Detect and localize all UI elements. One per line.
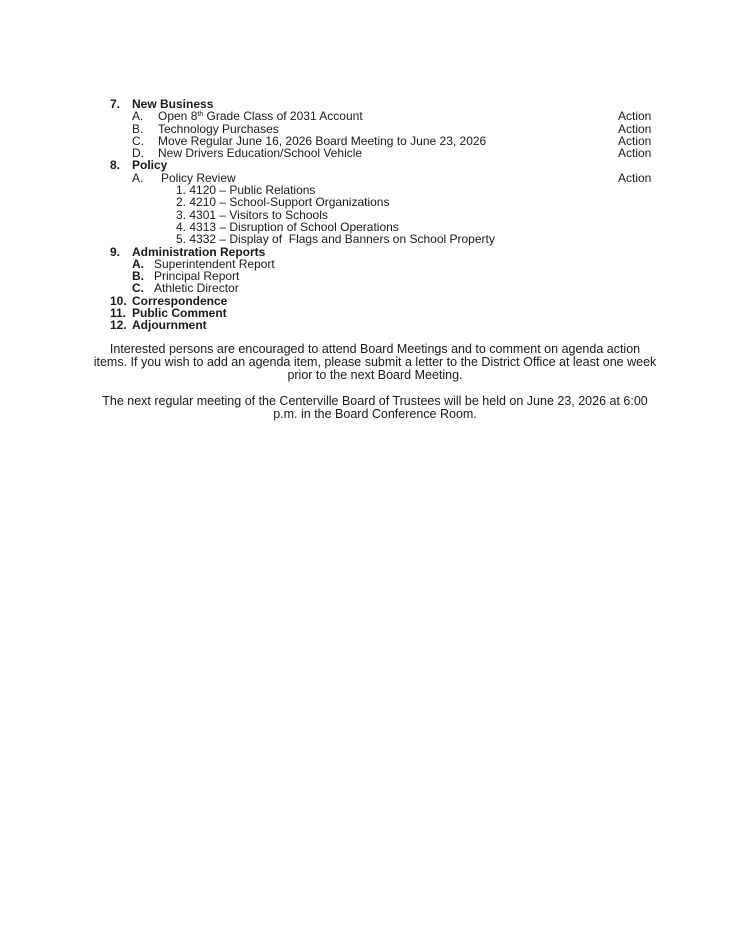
action-label: Action	[618, 121, 652, 136]
section-heading-policy	[0, 159, 750, 171]
agenda-item	[0, 270, 750, 282]
item-letter: A.	[132, 170, 144, 185]
item-letter: C.	[132, 281, 144, 296]
policy-subitem-text: 3. 4301 – Visitors to Schools	[176, 207, 328, 222]
section-title: Adjournment	[132, 318, 207, 333]
item-letter: B.	[132, 269, 144, 284]
section-number: 8.	[110, 158, 121, 173]
item-letter: C.	[132, 133, 144, 148]
agenda-document	[0, 98, 750, 332]
section-number: 12.	[110, 318, 127, 333]
section-title: Administration Reports	[132, 244, 266, 259]
public-participation-notice: Interested persons are encouraged to attend Board Meetings and to comment on agenda action items. If you wish to add an agenda item, please submit a letter to the District Office at least one week prior to the next Board Meeting.	[93, 342, 657, 383]
item-letter: B.	[132, 121, 144, 136]
item-text: Technology Purchases	[158, 121, 279, 136]
policy-subitem-text: 5. 4332 – Display of Flags and Banners on School Property	[176, 232, 495, 247]
action-label: Action	[618, 133, 652, 148]
action-label: Action	[618, 109, 652, 124]
policy-subitem-text: 1. 4120 – Public Relations	[176, 183, 316, 198]
policy-subitem-text: 4. 4313 – Disruption of School Operations	[176, 219, 399, 234]
section-heading-administration-reports	[0, 246, 750, 258]
item-text: Move Regular June 16, 2026 Board Meeting to June 23, 2026	[158, 133, 487, 148]
item-text: Policy Review	[161, 170, 236, 185]
section-number: 10.	[110, 293, 127, 308]
agenda-item	[0, 258, 750, 270]
section-number: 11.	[110, 306, 127, 321]
item-text	[158, 110, 363, 122]
action-label: Action	[618, 146, 652, 161]
item-text: Athletic Director	[154, 281, 239, 296]
action-label: Action	[618, 170, 652, 185]
agenda-item	[0, 110, 750, 122]
item-text-part: Open 8	[158, 109, 198, 124]
agenda-item	[0, 282, 750, 294]
section-number: 9.	[110, 244, 121, 259]
section-number: 7.	[110, 97, 121, 111]
item-letter: A.	[132, 109, 144, 124]
section-title: Correspondence	[132, 293, 228, 308]
item-letter: D.	[132, 146, 144, 161]
item-text-part: Grade Class of 2031 Account	[203, 109, 363, 124]
next-meeting-notice: The next regular meeting of the Centerville Board of Trustees will be held on June 23, 2026 at 6:00 p.m. in the Board Conference Room.	[102, 394, 648, 422]
item-letter: A.	[132, 256, 144, 271]
item-text: New Drivers Education/School Vehicle	[158, 146, 363, 161]
ordinal-suffix: th	[197, 111, 204, 119]
section-title: Public Comment	[132, 306, 227, 321]
agenda-item	[0, 172, 750, 184]
policy-subitem-text: 2. 4210 – School-Support Organizations	[176, 195, 390, 210]
item-text: Principal Report	[154, 269, 240, 284]
section-heading-adjournment	[0, 319, 750, 331]
policy-subitem	[0, 196, 750, 208]
item-text: Superintendent Report	[154, 256, 275, 271]
policy-subitem	[0, 233, 750, 245]
section-title: Policy	[132, 158, 168, 173]
section-title: New Business	[132, 97, 214, 111]
